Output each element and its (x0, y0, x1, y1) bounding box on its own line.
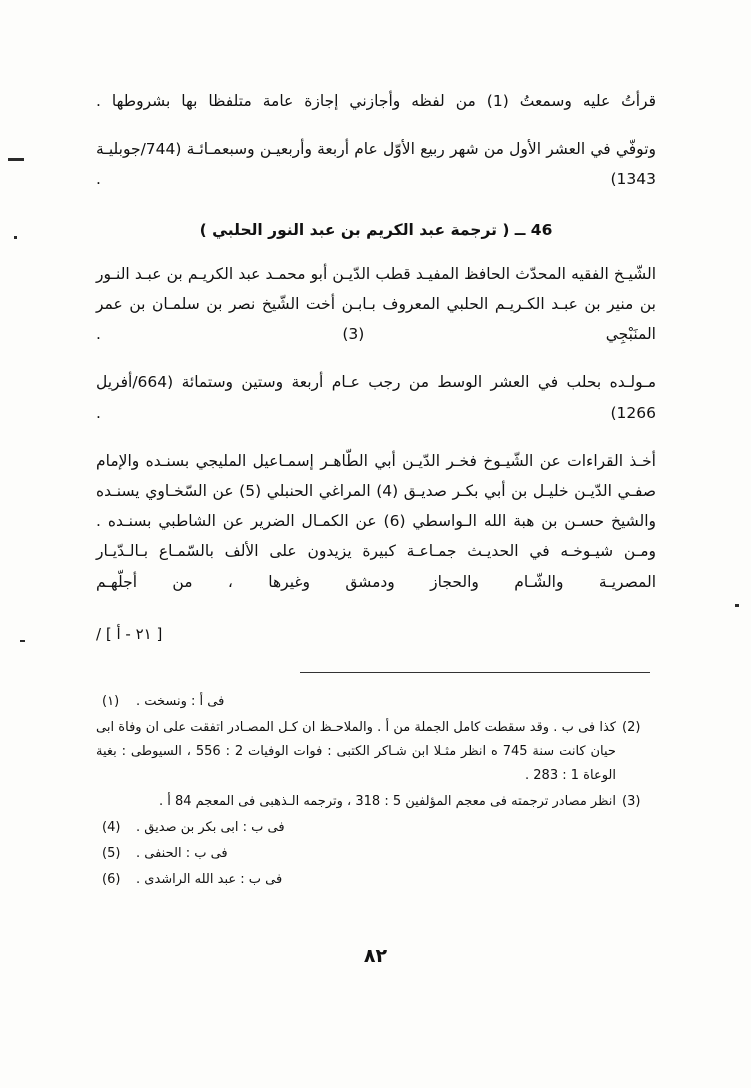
body-text (96, 86, 656, 615)
footnote-item (96, 842, 656, 866)
footnote-text: فى ب : عبد الله الراشدى . (136, 872, 283, 888)
footnote-number: (4) (102, 820, 121, 836)
scan-artifact-left-mid (14, 236, 17, 239)
section-paragraph-2: مـولـده بحلب في العشر الوسط من رجب عـام أربعة وستين وستمائة (664/أفريل 1266) . (96, 373, 656, 422)
section-paragraph-1: الشّيـخ الفقيه المحدّث الحافظ المفيـد قطب الدّيـن أبو محمـد عبد الكريـم بن عبـد النـور بن منير بن عبـد الكـريـم الحلبي المعروف بـابـن أخت الشّيخ نصر بن سلمـان بن عمر المنَبْجِي (3) . (96, 264, 656, 344)
footnote-item (96, 868, 656, 892)
footnote-number: (١) (102, 694, 120, 709)
footnote-text: فى ب : ابى بكر بن صديق . (136, 820, 285, 836)
footnote-item (96, 716, 656, 788)
footnotes-section (96, 690, 656, 894)
footnote-item (96, 816, 656, 840)
scan-artifact-left-top (8, 158, 24, 161)
footnote-number: (3) (622, 794, 641, 810)
footnote-number: (2) (622, 720, 641, 736)
footnote-text: كذا فى ب . وقد سقطت كامل الجملة من أ . والملاحـظ ان كـل المصـادر اتفقت على ان وفاة ابى حيان كانت سنة 745 ه انظر مثـلا ابن شـاكر الكتبى : فوات الوفيات 2 : 556 ، السيوطى : بغية الوعاة 1 : 283 . (96, 720, 616, 784)
footnote-item (96, 690, 656, 714)
footnote-number: (5) (102, 846, 121, 862)
page-number: ٨٢ (363, 945, 388, 967)
footnote-item (96, 790, 656, 814)
footnote-text: انظر مصادر ترجمته فى معجم المؤلفين 5 : 318 ، وترجمه الـذهبى فى المعجم 84 أ . (158, 794, 616, 810)
footnote-number: (6) (102, 872, 121, 888)
footnote-text: فى ب : الحنفى . (136, 846, 228, 862)
footnote-text: فى أ : ونسخت . (136, 694, 225, 709)
section-paragraph-3: أخـذ القراءات عن الشّيـوخ فخـر الدّيـن أبي الطّاهـر إسمـاعيل المليجي بسنـده والإمام صفـي الدّيـن خليـل بن أبي بكـر صديـق (4) المراغي الحنبلي (5) عن السّخـاوي يسنـده والشيخ حسـن بن هبة الله الـواسطي (6) عن الكمـال الضرير عن الشاطبي بسنـده . ومـن شيـوخـه في الحديـث جمـاعـة كبيرة يزيدون على الألف بالسّمـاع بـالـدّيـار المصريـة والشّـام والحجاز ودمشق وغيرها ، من أجلّهـم (96, 451, 656, 591)
paragraph-2: وتوفّي في العشر الأول من شهر ربيع الأوّل عام أربعة وأربعيـن وسبعمـائـة (744/جوبليـة 1343) . (96, 140, 656, 189)
scan-artifact-right (735, 604, 739, 607)
scan-artifact-left-low (20, 640, 25, 642)
footnote-separator-rule (300, 672, 650, 673)
paragraph-1: قرأتُ عليه وسمعتُ (1) من لفظه وأجازني إجازة عامة متلفظا بها بشروطها . (96, 92, 657, 110)
folio-marker: [ ٢١ - أ ] / (96, 625, 163, 643)
section-heading: 46 ــ ( ترجمة عبد الكريم بن عبد النور الحلبي ) (199, 220, 553, 239)
